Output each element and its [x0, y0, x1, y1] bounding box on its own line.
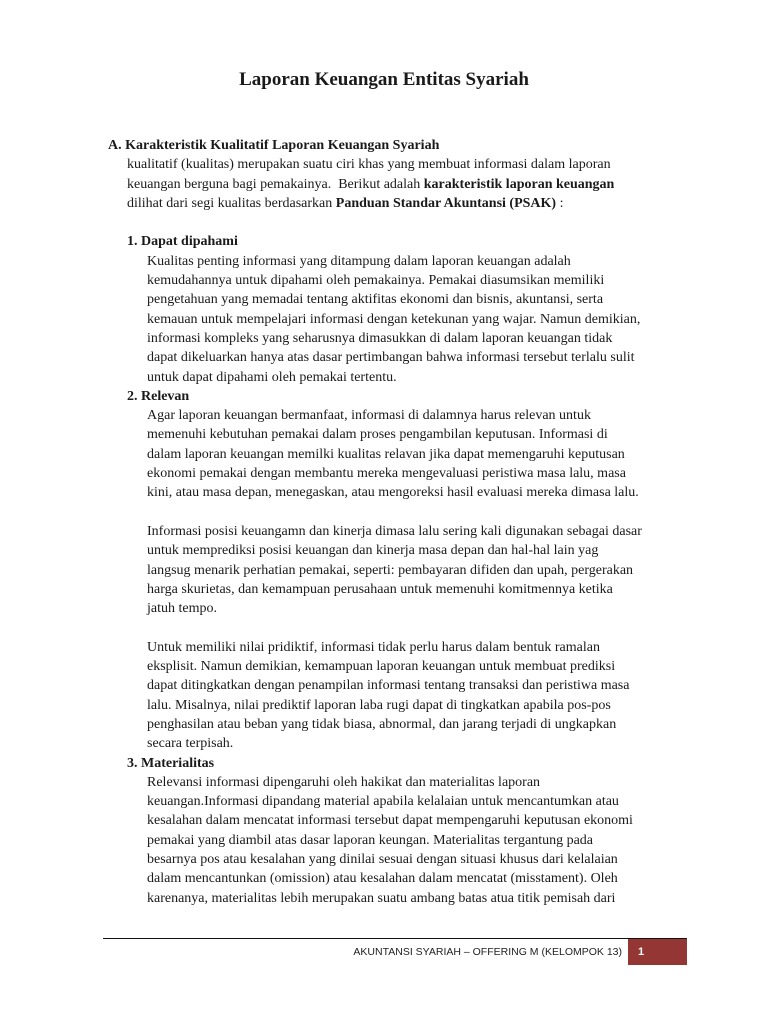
paragraph-line: Relevansi informasi dipengaruhi oleh hakikat dan materialitas laporan [147, 774, 541, 790]
intro-line [0, 194, 768, 213]
intro-bold-term: karakteristik laporan keuangan [423, 176, 615, 192]
blank-line [0, 503, 768, 522]
page-number-badge: 1 [628, 939, 687, 965]
paragraph-line: secara terpisah. [147, 736, 234, 752]
section-a-heading: A. Karakteristik Kualitatif Laporan Keuangan Syariah [108, 138, 440, 153]
paragraph-line: pemakai yang diambil atas dasar laporan keungan. Materialitas tergantung pada [147, 832, 594, 848]
paragraph-line: memenuhi kebutuhan pemakai dalam proses pengambilan keputusan. Informasi di [147, 427, 608, 443]
paragraph-line: Informasi posisi keuangamn dan kinerja dimasa lalu sering kali digunakan sebagai dasar [147, 523, 642, 539]
paragraph-line: Agar laporan keuangan bermanfaat, informasi di dalamnya harus relevan untuk [147, 408, 591, 424]
blank-line [0, 618, 768, 637]
paragraph-line: keuangan.Informasi dipandang material apabila kelalaian untuk mencantumkan atau [147, 794, 619, 810]
paragraph-line: penghasilan atau beban yang tidak biasa, abnormal, dan jarang terjadi di ungkapkan [147, 716, 617, 732]
paragraph-line: dalam laporan keuangan memilki kualitas relavan jika dapat memengaruhi keputusan [147, 446, 625, 462]
paragraph-line: eksplisit. Namun demikian, kemampuan laporan keuangan untuk membuat prediksi [147, 659, 616, 675]
footer-running-title: AKUNTANSI SYARIAH – OFFERING M (KELOMPOK 13) [353, 946, 622, 958]
paragraph-line: Kualitas penting informasi yang ditampung dalam laporan keuangan adalah [147, 253, 571, 269]
paragraph-line: informasi kompleks yang seharusnya dimasukkan di dalam laporan keuangan tidak [147, 330, 613, 346]
document-body [0, 136, 768, 908]
intro-text: : [556, 195, 564, 211]
intro-text: dilihat dari segi kualitas berdasarkan [127, 195, 336, 211]
item-heading-relevan: 2. Relevan [127, 388, 190, 404]
item-heading-materialitas: 3. Materialitas [127, 755, 215, 771]
blank-line [0, 213, 768, 232]
paragraph-line: kemudahannya untuk dipahami oleh pemakainya. Pemakai diasumsikan memiliki [147, 273, 605, 289]
intro-bold-term: Panduan Standar Akuntansi (PSAK) [335, 195, 557, 211]
paragraph-line: lalu. Misalnya, nilai prediktif laporan laba rugi dapat di tingkatkan apabila pos-pos [147, 697, 611, 713]
paragraph-line: pengetahuan yang memadai tentang aktifitas ekonomi dan bisnis, akuntansi, serta [147, 292, 604, 308]
paragraph-line: kini, atau masa depan, menegaskan, atau mengoreksi hasil evaluasi mereka dimasa lalu. [147, 485, 639, 501]
intro-text: keuangan berguna bagi pemakainya. Berikut adalah [127, 176, 424, 192]
paragraph-line: dalam mencantunkan (omission) atau kesalahan dalam mencatat (misstament). Oleh [147, 871, 618, 887]
paragraph-line: langsug menarik perhatian pemakai, seperti: pembayaran difiden dan upah, pergerakan [147, 562, 634, 578]
paragraph-line: besarnya pos atau kesalahan yang dinilai sesuai dengan situasi khusus dari kelalaian [147, 851, 618, 867]
paragraph-line: Untuk memiliki nilai pridiktif, informasi tidak perlu harus dalam bentuk ramalan [147, 639, 600, 655]
paragraph-line: karenanya, materialitas lebih merupakan suatu ambang batas atua titik pemisah dari [147, 890, 616, 906]
paragraph-line: kesalahan dalam mencatat informasi tersebut dapat mempengaruhi keputusan ekonomi [147, 813, 633, 829]
paragraph-line: untuk memprediksi posisi keuangan dan kinerja masa depan dan hal-hal lain yag [147, 543, 599, 559]
document-title: Laporan Keuangan Entitas Syariah [239, 69, 529, 90]
paragraph-line: ekonomi pemakai dengan membantu mereka mengevaluasi peristiwa masa lalu, masa [147, 466, 626, 482]
paragraph-line: dapat dikeluarkan hanya atas dasar pertimbangan bahwa informasi tersebut terlalu sulit [147, 350, 635, 366]
paragraph-line: kemauan untuk mempelajari informasi dengan ketekunan yang wajar. Namun demikian, [147, 311, 641, 327]
intro-line: kualitatif (kualitas) merupakan suatu ciri khas yang membuat informasi dalam laporan [127, 157, 611, 173]
page-footer [103, 938, 687, 965]
paragraph-line: untuk dapat dipahami oleh pemakai tertentu. [147, 369, 397, 385]
paragraph-line: jatuh tempo. [147, 601, 217, 617]
intro-line [0, 175, 768, 194]
paragraph-line: dapat ditingkatkan dengan penampilan informasi tentang transaksi dan peristiwa masa [147, 678, 630, 694]
item-heading-dapat-dipahami: 1. Dapat dipahami [127, 234, 238, 250]
paragraph-line: harga skurietas, dan kemampuan perusahaan untuk memenuhi komitmennya ketika [147, 581, 613, 597]
